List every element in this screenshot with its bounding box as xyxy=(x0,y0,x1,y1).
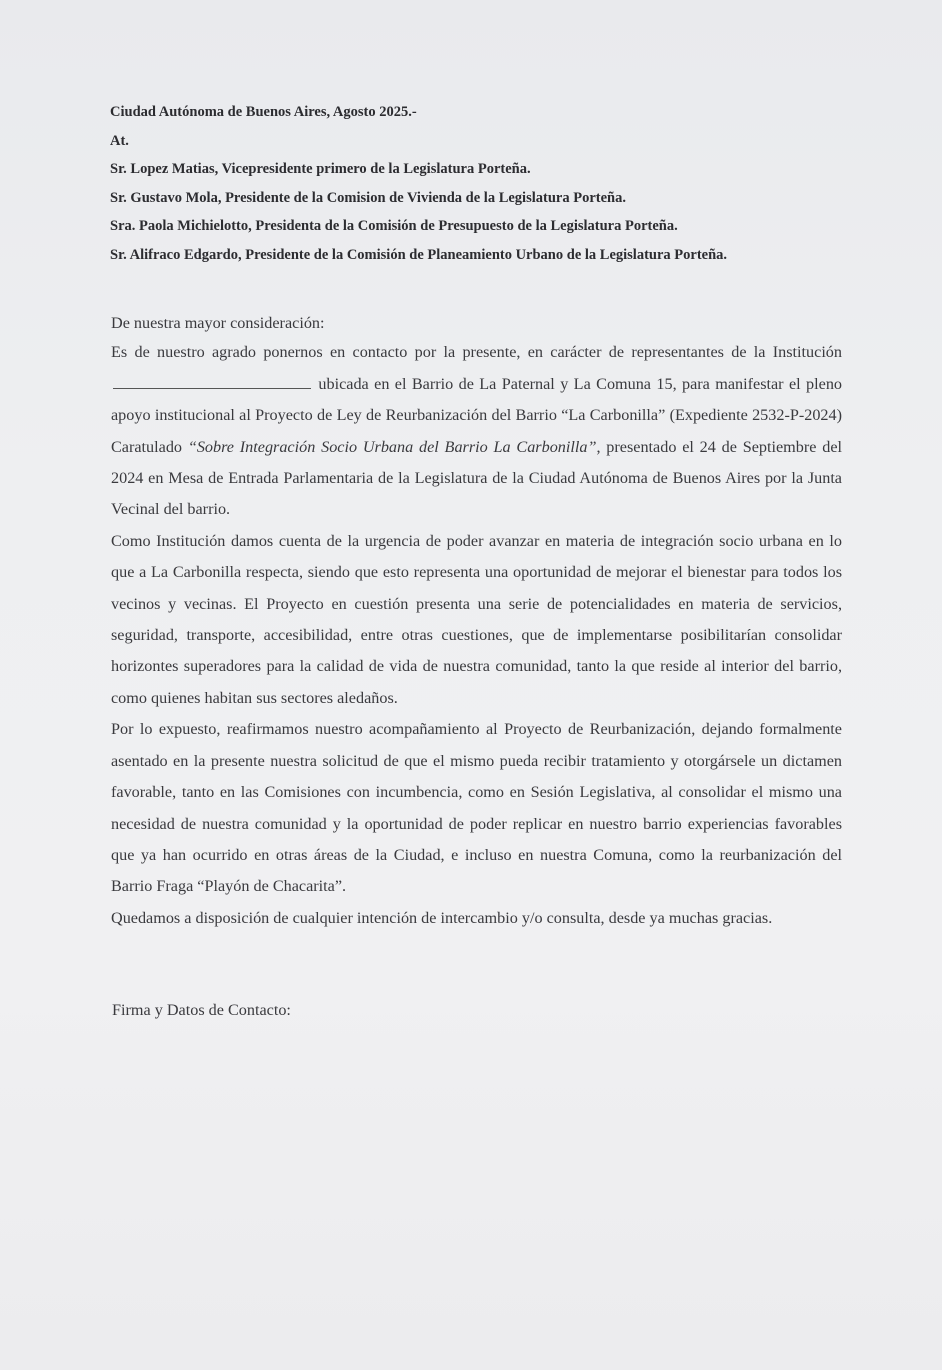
place-date: Ciudad Autónoma de Buenos Aires, Agosto 2025.- xyxy=(110,104,417,120)
paragraph-1-part-c: , presentado el 24 de Septiembre del 2024 en Mesa de Entrada Parlamentaria de la Legislatura de la Ciudad Autónoma de Buenos Aires por la Junta Vecinal del barrio. xyxy=(111,437,843,519)
greeting: De nuestra mayor consideración: xyxy=(111,314,325,332)
paragraph-1-part-b: ubicada en el Barrio de La Paternal y La Comuna 15, para manifestar el pleno apoyo institucional al Proyecto de Ley de Reurbanización del Barrio “La Carbonilla” (Expediente 2532-P-2024) Caratulado xyxy=(111,374,843,456)
project-title: “Sobre Integración Socio Urbana del Barrio La Carbonilla” xyxy=(187,437,597,456)
attention-label: At. xyxy=(110,132,129,149)
institution-blank-field[interactable] xyxy=(113,374,311,389)
paragraph-4: Quedamos a disposición de cualquier intención de intercambio y/o consulta, desde ya muchas gracias. xyxy=(111,908,773,927)
recipient-line: Sr. Alifraco Edgardo, Presidente de la Comisión de Planeamiento Urbano de la Legislatura Porteña. xyxy=(110,246,728,263)
paragraph-1 xyxy=(111,337,842,525)
paragraph-3: Por lo expuesto, reafirmamos nuestro acompañamiento al Proyecto de Reurbanización, dejando formalmente asentado en la presente nuestra solicitud de que el mismo pueda recibir tratamiento y otorgársele un dictamen favorable, tanto en las Comisiones con incumbencia, como en Sesión Legislativa, al consolidar el mismo una necesidad de nuestra comunidad y la oportunidad de poder replicar en nuestro barrio experiencias favorables que ya han ocurrido en otras áreas de la Ciudad, e incluso en nuestra Comuna, como la reurbanización del Barrio Fraga “Playón de Chacarita”. xyxy=(111,720,842,896)
paragraph-1-part-a: Es de nuestro agrado ponernos en contacto por la presente, en carácter de representantes de la Institución xyxy=(111,343,842,362)
paragraph-2: Como Institución damos cuenta de la urgencia de poder avanzar en materia de integración socio urbana en lo que a La Carbonilla respecta, siendo que esto representa una oportunidad de mejorar el bienestar para todos los vecinos y vecinas. El Proyecto en cuestión presenta una serie de potencialidades en materia de servicios, seguridad, transporte, accesibilidad, entre otras cuestiones, que de implementarse posibilitarían consolidar horizontes superadores para la calidad de vida de nuestra comunidad, tanto la que reside al interior del barrio, como quienes habitan sus sectores aledaños. xyxy=(111,531,842,707)
letter-header xyxy=(110,102,850,273)
signature-contact-label: Firma y Datos de Contacto: xyxy=(112,1001,291,1019)
recipient-line: Sr. Lopez Matias, Vicepresidente primero de la Legislatura Porteña. xyxy=(110,161,531,177)
recipient-line: Sra. Paola Michielotto, Presidenta de la Comisión de Presupuesto de la Legislatura Porteña. xyxy=(110,218,678,234)
letter-body xyxy=(111,308,842,934)
recipient-line: Sr. Gustavo Mola, Presidente de la Comision de Vivienda de la Legislatura Porteña. xyxy=(110,189,626,206)
